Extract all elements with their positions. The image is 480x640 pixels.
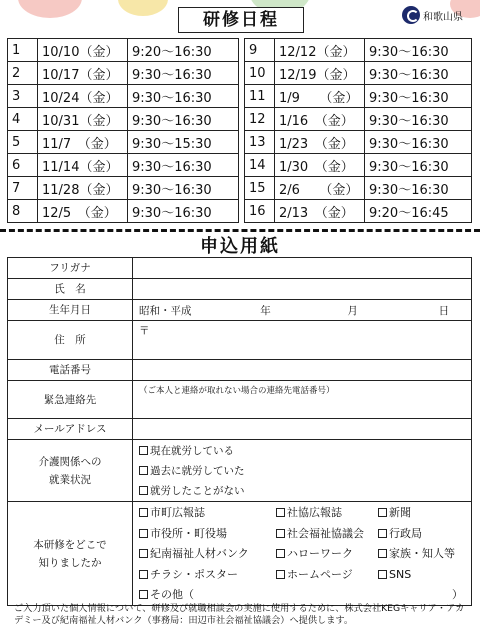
source-label-line2: 知りましたか bbox=[38, 556, 102, 569]
session-time: 9:30～16:30 bbox=[365, 85, 472, 108]
dob-field[interactable] bbox=[133, 300, 472, 321]
session-time: 9:30～15:30 bbox=[128, 131, 239, 154]
session-time: 9:30～16:30 bbox=[128, 85, 239, 108]
emergency-note: （ご本人と連絡が取れない場合の連絡先電話番号） bbox=[139, 386, 335, 396]
session-time: 9:30～16:30 bbox=[365, 131, 472, 154]
dob-label: 生年月日 bbox=[8, 300, 133, 321]
source-option[interactable]: 社協広報誌 bbox=[276, 503, 378, 524]
schedule-row bbox=[245, 39, 472, 62]
phone-label: 電話番号 bbox=[8, 360, 133, 381]
emergency-row bbox=[8, 381, 472, 419]
session-date: 10/24（金） bbox=[38, 85, 128, 108]
source-option[interactable]: 行政局 bbox=[378, 524, 468, 545]
dob-year-unit: 年 bbox=[260, 304, 271, 317]
session-number: 10 bbox=[245, 62, 275, 85]
schedule-row bbox=[245, 62, 472, 85]
privacy-note: ご入力頂いた個人情報について、研修及び就職相談会の実施に使用するために、株式会社KEGキャリア・アカデミー及び紀南福祉人材バンク（事務局：田辺市社会福祉協議会）へ提供します。 bbox=[14, 603, 465, 626]
session-date: 1/16 （金） bbox=[275, 108, 365, 131]
name-label: 氏 名 bbox=[8, 279, 133, 300]
schedule-row bbox=[245, 108, 472, 131]
schedule-row bbox=[8, 131, 239, 154]
session-number: 3 bbox=[8, 85, 38, 108]
schedule-table-left bbox=[7, 38, 239, 223]
schedule-title: 研修日程 bbox=[178, 7, 304, 33]
session-number: 11 bbox=[245, 85, 275, 108]
source-option[interactable]: ハローワーク bbox=[276, 544, 378, 565]
session-number: 6 bbox=[8, 154, 38, 177]
dob-day-unit: 日 bbox=[438, 304, 450, 317]
source-option[interactable]: 市町広報誌 bbox=[139, 503, 276, 524]
session-time: 9:30～16:30 bbox=[128, 62, 239, 85]
session-number: 15 bbox=[245, 177, 275, 200]
checkbox[interactable] bbox=[139, 508, 148, 517]
checkbox[interactable] bbox=[139, 529, 148, 538]
session-time: 9:30～16:30 bbox=[365, 39, 472, 62]
session-time: 9:30～16:30 bbox=[128, 200, 239, 223]
checkbox[interactable] bbox=[139, 466, 148, 475]
phone-field[interactable] bbox=[133, 360, 472, 381]
checkbox[interactable] bbox=[139, 590, 148, 599]
form-title: 申込用紙 bbox=[200, 236, 280, 257]
emergency-label: 緊急連絡先 bbox=[8, 381, 133, 419]
session-date: 2/13 （金） bbox=[275, 200, 365, 223]
session-time: 9:30～16:30 bbox=[128, 154, 239, 177]
session-time: 9:20～16:45 bbox=[365, 200, 472, 223]
checkbox[interactable] bbox=[139, 570, 148, 579]
decor-blob bbox=[118, 0, 168, 16]
schedule-row bbox=[245, 177, 472, 200]
source-other[interactable] bbox=[139, 585, 471, 605]
session-number: 14 bbox=[245, 154, 275, 177]
session-number: 8 bbox=[8, 200, 38, 223]
source-label bbox=[8, 502, 133, 606]
session-date: 12/19（金） bbox=[275, 62, 365, 85]
session-time: 9:30～16:30 bbox=[128, 177, 239, 200]
prefecture-emblem-icon bbox=[402, 6, 420, 24]
schedule-row bbox=[245, 131, 472, 154]
source-label-line1: 本研修をどこで bbox=[33, 538, 107, 551]
dob-month-unit: 月 bbox=[347, 304, 358, 317]
name-row bbox=[8, 279, 472, 300]
decor-blob bbox=[18, 0, 82, 18]
work-option[interactable]: 現在就労している bbox=[139, 441, 471, 461]
emergency-field[interactable] bbox=[133, 381, 472, 419]
source-other-label: その他（ bbox=[150, 588, 194, 601]
phone-row bbox=[8, 360, 472, 381]
checkbox[interactable] bbox=[378, 529, 387, 538]
dob-era: 昭和・平成 bbox=[139, 304, 192, 317]
source-option[interactable]: チラシ・ポスター bbox=[139, 565, 276, 586]
schedule-row bbox=[245, 85, 472, 108]
checkbox[interactable] bbox=[276, 508, 285, 517]
checkbox[interactable] bbox=[276, 570, 285, 579]
work-status-row bbox=[8, 440, 472, 502]
source-option[interactable]: 紀南福祉人材バンク bbox=[139, 544, 276, 565]
furigana-label: フリガナ bbox=[8, 258, 133, 279]
session-number: 16 bbox=[245, 200, 275, 223]
schedule-row bbox=[8, 39, 239, 62]
session-date: 1/23 （金） bbox=[275, 131, 365, 154]
source-option[interactable]: 家族・知人等 bbox=[378, 544, 468, 565]
checkbox[interactable] bbox=[378, 508, 387, 517]
session-date: 10/10（金） bbox=[38, 39, 128, 62]
session-date: 10/17（金） bbox=[38, 62, 128, 85]
work-status-label bbox=[8, 440, 133, 502]
source-option[interactable]: 市役所・町役場 bbox=[139, 524, 276, 545]
logo-text: 和歌山県 bbox=[423, 11, 463, 23]
session-time: 9:30～16:30 bbox=[365, 154, 472, 177]
session-date: 11/28（金） bbox=[38, 177, 128, 200]
source-option[interactable]: SNS bbox=[378, 565, 468, 586]
session-date: 1/9 （金） bbox=[275, 85, 365, 108]
session-time: 9:30～16:30 bbox=[128, 108, 239, 131]
session-number: 13 bbox=[245, 131, 275, 154]
session-number: 9 bbox=[245, 39, 275, 62]
schedule-row bbox=[8, 108, 239, 131]
session-number: 12 bbox=[245, 108, 275, 131]
checkbox[interactable] bbox=[139, 446, 148, 455]
session-date: 10/31（金） bbox=[38, 108, 128, 131]
email-field[interactable] bbox=[133, 419, 472, 440]
session-time: 9:30～16:30 bbox=[365, 62, 472, 85]
checkbox[interactable] bbox=[139, 486, 148, 495]
name-field[interactable] bbox=[133, 279, 472, 300]
application-form bbox=[7, 257, 472, 606]
email-label: メールアドレス bbox=[8, 419, 133, 440]
source-option[interactable]: 新聞 bbox=[378, 503, 468, 524]
postal-mark: 〒 bbox=[139, 325, 150, 337]
checkbox[interactable] bbox=[378, 570, 387, 579]
address-row bbox=[8, 321, 472, 360]
checkbox[interactable] bbox=[378, 549, 387, 558]
schedule-row bbox=[8, 62, 239, 85]
source-row bbox=[8, 502, 472, 606]
session-date: 12/5 （金） bbox=[38, 200, 128, 223]
session-time: 9:20～16:30 bbox=[128, 39, 239, 62]
work-status-label-line1: 介護関係への bbox=[38, 455, 102, 468]
session-number: 4 bbox=[8, 108, 38, 131]
source-option[interactable]: 社会福祉協議会 bbox=[276, 524, 378, 545]
address-field[interactable] bbox=[133, 321, 472, 360]
schedule-table-right bbox=[244, 38, 472, 223]
source-options bbox=[133, 502, 472, 606]
work-status-options bbox=[133, 440, 472, 502]
session-number: 7 bbox=[8, 177, 38, 200]
furigana-row bbox=[8, 258, 472, 279]
dob-row bbox=[8, 300, 472, 321]
schedule-row bbox=[245, 154, 472, 177]
checkbox[interactable] bbox=[276, 549, 285, 558]
work-status-label-line2: 就業状況 bbox=[49, 473, 91, 486]
session-number: 2 bbox=[8, 62, 38, 85]
source-option[interactable]: ホームページ bbox=[276, 565, 378, 586]
checkbox[interactable] bbox=[276, 529, 285, 538]
schedule-row bbox=[8, 200, 239, 223]
schedule-row bbox=[8, 177, 239, 200]
schedule-row bbox=[8, 154, 239, 177]
session-number: 1 bbox=[8, 39, 38, 62]
session-date: 11/7 （金） bbox=[38, 131, 128, 154]
work-option[interactable]: 過去に就労していた bbox=[139, 461, 471, 481]
session-date: 1/30 （金） bbox=[275, 154, 365, 177]
session-time: 9:30～16:30 bbox=[365, 108, 472, 131]
schedule-row bbox=[8, 85, 239, 108]
session-number: 5 bbox=[8, 131, 38, 154]
email-row bbox=[8, 419, 472, 440]
work-option[interactable]: 就労したことがない bbox=[139, 481, 471, 501]
prefecture-logo bbox=[402, 6, 463, 24]
session-time: 9:30～16:30 bbox=[365, 177, 472, 200]
address-label: 住 所 bbox=[8, 321, 133, 360]
schedule-row bbox=[245, 200, 472, 223]
session-date: 12/12（金） bbox=[275, 39, 365, 62]
session-date: 11/14（金） bbox=[38, 154, 128, 177]
session-date: 2/6 （金） bbox=[275, 177, 365, 200]
checkbox[interactable] bbox=[139, 549, 148, 558]
source-other-close: ） bbox=[452, 588, 463, 601]
furigana-field[interactable] bbox=[133, 258, 472, 279]
